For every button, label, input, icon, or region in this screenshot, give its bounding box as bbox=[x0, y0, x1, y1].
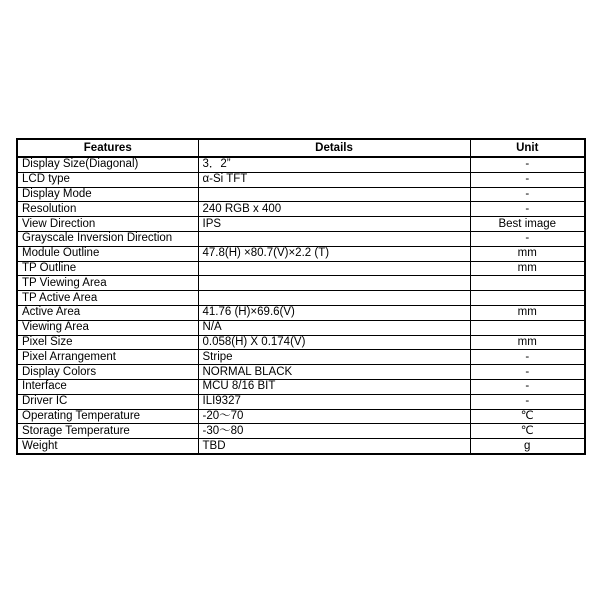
detail-cell: 3．2” bbox=[198, 157, 470, 172]
feature-cell: Interface bbox=[17, 379, 198, 394]
feature-cell: Driver IC bbox=[17, 394, 198, 409]
table-row bbox=[17, 379, 585, 394]
header-unit: Unit bbox=[470, 139, 585, 157]
unit-cell: - bbox=[470, 202, 585, 217]
detail-cell bbox=[198, 276, 470, 291]
detail-cell: N/A bbox=[198, 320, 470, 335]
table-row bbox=[17, 187, 585, 202]
unit-cell: mm bbox=[470, 261, 585, 276]
detail-cell bbox=[198, 291, 470, 306]
header-details: Details bbox=[198, 139, 470, 157]
table-body bbox=[17, 157, 585, 454]
feature-cell: TP Outline bbox=[17, 261, 198, 276]
feature-cell: Weight bbox=[17, 439, 198, 454]
unit-cell: Best image bbox=[470, 217, 585, 232]
detail-cell: α-Si TFT bbox=[198, 172, 470, 187]
table-row bbox=[17, 335, 585, 350]
unit-cell: - bbox=[470, 187, 585, 202]
feature-cell: Pixel Arrangement bbox=[17, 350, 198, 365]
feature-cell: Viewing Area bbox=[17, 320, 198, 335]
detail-cell: 0.058(H) X 0.174(V) bbox=[198, 335, 470, 350]
detail-cell: -20～70 bbox=[198, 409, 470, 424]
detail-cell: 47.8(H) ×80.7(V)×2.2 (T) bbox=[198, 246, 470, 261]
detail-cell: Stripe bbox=[198, 350, 470, 365]
feature-cell: View Direction bbox=[17, 217, 198, 232]
detail-cell: MCU 8/16 BIT bbox=[198, 379, 470, 394]
unit-cell: - bbox=[470, 350, 585, 365]
unit-cell: - bbox=[470, 172, 585, 187]
feature-cell: Resolution bbox=[17, 202, 198, 217]
detail-cell bbox=[198, 261, 470, 276]
unit-cell: - bbox=[470, 394, 585, 409]
detail-cell bbox=[198, 187, 470, 202]
table-row bbox=[17, 276, 585, 291]
table-row bbox=[17, 394, 585, 409]
table-row bbox=[17, 261, 585, 276]
unit-cell: - bbox=[470, 231, 585, 246]
unit-cell: mm bbox=[470, 246, 585, 261]
feature-cell: Operating Temperature bbox=[17, 409, 198, 424]
table-row bbox=[17, 217, 585, 232]
specifications-table bbox=[16, 138, 586, 455]
unit-cell bbox=[470, 276, 585, 291]
table-row bbox=[17, 409, 585, 424]
unit-cell: mm bbox=[470, 335, 585, 350]
table-row bbox=[17, 172, 585, 187]
feature-cell: Active Area bbox=[17, 305, 198, 320]
unit-cell: mm bbox=[470, 305, 585, 320]
feature-cell: Display Colors bbox=[17, 365, 198, 380]
table-row bbox=[17, 439, 585, 454]
unit-cell: - bbox=[470, 379, 585, 394]
table-row bbox=[17, 157, 585, 172]
table-row bbox=[17, 350, 585, 365]
table-row bbox=[17, 291, 585, 306]
feature-cell: TP Active Area bbox=[17, 291, 198, 306]
unit-cell bbox=[470, 320, 585, 335]
table-row bbox=[17, 365, 585, 380]
unit-cell: ℃ bbox=[470, 424, 585, 439]
unit-cell: - bbox=[470, 365, 585, 380]
header-row bbox=[17, 139, 585, 157]
detail-cell: NORMAL BLACK bbox=[198, 365, 470, 380]
unit-cell bbox=[470, 291, 585, 306]
feature-cell: Grayscale Inversion Direction bbox=[17, 231, 198, 246]
detail-cell bbox=[198, 231, 470, 246]
unit-cell: g bbox=[470, 439, 585, 454]
table-row bbox=[17, 231, 585, 246]
feature-cell: TP Viewing Area bbox=[17, 276, 198, 291]
feature-cell: Display Size(Diagonal) bbox=[17, 157, 198, 172]
table-row bbox=[17, 305, 585, 320]
feature-cell: Pixel Size bbox=[17, 335, 198, 350]
detail-cell: -30～80 bbox=[198, 424, 470, 439]
feature-cell: Display Mode bbox=[17, 187, 198, 202]
table-row bbox=[17, 246, 585, 261]
detail-cell: IPS bbox=[198, 217, 470, 232]
header-features: Features bbox=[17, 139, 198, 157]
detail-cell: ILI9327 bbox=[198, 394, 470, 409]
feature-cell: Module Outline bbox=[17, 246, 198, 261]
table-row bbox=[17, 202, 585, 217]
detail-cell: 240 RGB x 400 bbox=[198, 202, 470, 217]
unit-cell: - bbox=[470, 157, 585, 172]
unit-cell: ℃ bbox=[470, 409, 585, 424]
feature-cell: LCD type bbox=[17, 172, 198, 187]
detail-cell: TBD bbox=[198, 439, 470, 454]
table-row bbox=[17, 320, 585, 335]
feature-cell: Storage Temperature bbox=[17, 424, 198, 439]
detail-cell: 41.76 (H)×69.6(V) bbox=[198, 305, 470, 320]
table-row bbox=[17, 424, 585, 439]
